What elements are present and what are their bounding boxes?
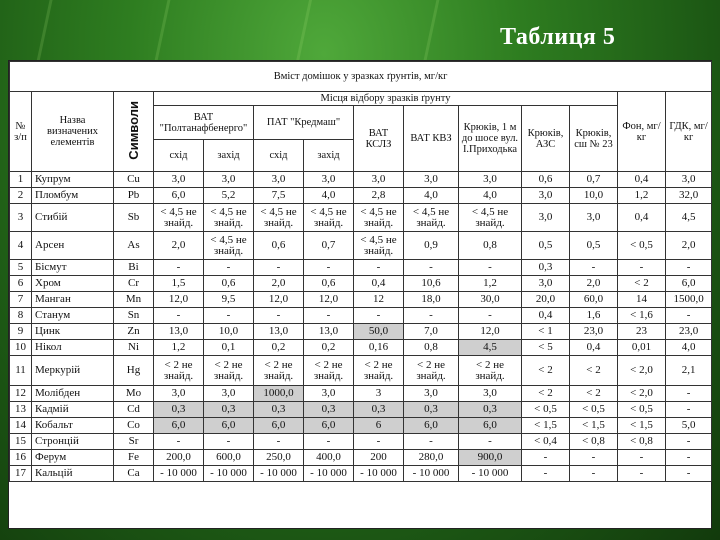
row-number: 17 xyxy=(10,466,32,482)
row-number: 14 xyxy=(10,418,32,434)
value-cell: - xyxy=(459,434,522,450)
value-cell: < 2 не знайд. xyxy=(154,356,204,386)
value-cell: < 4,5 не знайд. xyxy=(304,204,354,232)
value-cell: 0,5 xyxy=(570,232,618,260)
element-name: Меркурій xyxy=(32,356,114,386)
value-cell: 2,8 xyxy=(354,188,404,204)
table-row xyxy=(10,324,712,340)
value-cell: - xyxy=(618,450,666,466)
value-cell: < 1,5 xyxy=(522,418,570,434)
value-cell: 0,8 xyxy=(404,340,459,356)
value-cell: - xyxy=(254,308,304,324)
value-cell: - xyxy=(154,260,204,276)
value-cell: < 5 xyxy=(522,340,570,356)
value-cell: < 0,4 xyxy=(522,434,570,450)
value-cell: < 0,5 xyxy=(618,402,666,418)
value-cell: 3,0 xyxy=(354,172,404,188)
slide-title: Таблиця 5 xyxy=(500,24,616,50)
value-cell: 0,2 xyxy=(304,340,354,356)
value-cell: 3,0 xyxy=(404,386,459,402)
value-cell: 3,0 xyxy=(570,204,618,232)
value-cell: - xyxy=(204,260,254,276)
value-cell: 280,0 xyxy=(404,450,459,466)
value-cell: - xyxy=(354,308,404,324)
table-row xyxy=(10,260,712,276)
value-cell: 0,3 xyxy=(204,402,254,418)
element-name: Бісмут xyxy=(32,260,114,276)
value-cell: < 0,5 xyxy=(618,232,666,260)
value-cell: < 2 xyxy=(618,276,666,292)
table-row xyxy=(10,172,712,188)
value-cell: - 10 000 xyxy=(459,466,522,482)
value-cell: 9,5 xyxy=(204,292,254,308)
value-cell: 0,1 xyxy=(204,340,254,356)
value-cell: 12 xyxy=(354,292,404,308)
value-cell: 13,0 xyxy=(304,324,354,340)
col-header-pat-poltava: ВАТ "Полтанафбенерго" xyxy=(154,106,254,140)
value-cell: 0,3 xyxy=(522,260,570,276)
element-symbol: Cr xyxy=(114,276,154,292)
value-cell: 10,0 xyxy=(204,324,254,340)
value-cell: < 2,0 xyxy=(618,356,666,386)
value-cell: < 0,8 xyxy=(570,434,618,450)
value-cell: < 4,5 не знайд. xyxy=(254,204,304,232)
value-cell: - xyxy=(666,308,712,324)
value-cell: 900,0 xyxy=(459,450,522,466)
value-cell: 0,7 xyxy=(570,172,618,188)
row-number: 2 xyxy=(10,188,32,204)
value-cell: - xyxy=(618,260,666,276)
element-name: Хром xyxy=(32,276,114,292)
col-header-east: схід xyxy=(254,140,304,172)
element-name: Кадмій xyxy=(32,402,114,418)
value-cell: < 2 не знайд. xyxy=(254,356,304,386)
symbols-label: Символи xyxy=(126,100,141,160)
table-top-header: Вміст домішок у зразках ґрунтів, мг/кг xyxy=(10,62,712,92)
value-cell: 3,0 xyxy=(304,172,354,188)
value-cell: 3,0 xyxy=(522,204,570,232)
value-cell: 3,0 xyxy=(459,386,522,402)
col-header-kryukiv-sch: Крюків, сш № 23 xyxy=(570,106,618,172)
value-cell: 0,3 xyxy=(304,402,354,418)
row-number: 9 xyxy=(10,324,32,340)
value-cell: 18,0 xyxy=(404,292,459,308)
table-row xyxy=(10,232,712,260)
value-cell: - xyxy=(404,308,459,324)
element-name: Кобальт xyxy=(32,418,114,434)
row-number: 6 xyxy=(10,276,32,292)
value-cell: < 2 xyxy=(522,356,570,386)
value-cell: 6,0 xyxy=(459,418,522,434)
value-cell: 0,6 xyxy=(254,232,304,260)
value-cell: 23,0 xyxy=(666,324,712,340)
value-cell: - xyxy=(459,260,522,276)
table-row xyxy=(10,418,712,434)
value-cell: - 10 000 xyxy=(154,466,204,482)
value-cell: - xyxy=(522,450,570,466)
row-number: 4 xyxy=(10,232,32,260)
value-cell: - xyxy=(304,434,354,450)
value-cell: 1,2 xyxy=(618,188,666,204)
value-cell: 3,0 xyxy=(304,386,354,402)
value-cell: 3,0 xyxy=(254,172,304,188)
value-cell: 1500,0 xyxy=(666,292,712,308)
value-cell: 3,0 xyxy=(404,172,459,188)
value-cell: - xyxy=(354,260,404,276)
value-cell: 6,0 xyxy=(154,418,204,434)
value-cell: 6,0 xyxy=(254,418,304,434)
element-name: Манган xyxy=(32,292,114,308)
value-cell: 12,0 xyxy=(459,324,522,340)
col-header-kryukiv-azs: Крюків, АЗС xyxy=(522,106,570,172)
col-header-element-name: Назва визначених елементів xyxy=(32,92,114,172)
value-cell: 200,0 xyxy=(154,450,204,466)
value-cell: 6 xyxy=(354,418,404,434)
value-cell: < 0,5 xyxy=(570,402,618,418)
table-row xyxy=(10,276,712,292)
value-cell: < 2 не знайд. xyxy=(459,356,522,386)
col-header-west: захід xyxy=(304,140,354,172)
element-symbol: Mn xyxy=(114,292,154,308)
value-cell: - xyxy=(522,466,570,482)
value-cell: < 4,5 не знайд. xyxy=(204,204,254,232)
value-cell: < 4,5 не знайд. xyxy=(404,204,459,232)
value-cell: 20,0 xyxy=(522,292,570,308)
table-row xyxy=(10,402,712,418)
col-header-gdk: ГДК, мг/кг xyxy=(666,92,712,172)
value-cell: 2,0 xyxy=(254,276,304,292)
value-cell: 3,0 xyxy=(666,172,712,188)
element-symbol: As xyxy=(114,232,154,260)
element-symbol: Co xyxy=(114,418,154,434)
col-header-vat-kvz: ВАТ КВЗ xyxy=(404,106,459,172)
col-header-no: № з/п xyxy=(10,92,32,172)
element-name: Пломбум xyxy=(32,188,114,204)
value-cell: 0,2 xyxy=(254,340,304,356)
value-cell: < 4,5 не знайд. xyxy=(354,204,404,232)
value-cell: 3,0 xyxy=(522,276,570,292)
value-cell: 7,0 xyxy=(404,324,459,340)
value-cell: 0,3 xyxy=(459,402,522,418)
value-cell: 1,5 xyxy=(154,276,204,292)
value-cell: 0,4 xyxy=(570,340,618,356)
value-cell: 2,0 xyxy=(666,232,712,260)
value-cell: 0,8 xyxy=(459,232,522,260)
value-cell: 0,16 xyxy=(354,340,404,356)
value-cell: - xyxy=(204,308,254,324)
document-sheet xyxy=(8,60,712,529)
value-cell: 12,0 xyxy=(154,292,204,308)
element-symbol: Zn xyxy=(114,324,154,340)
value-cell: 2,1 xyxy=(666,356,712,386)
value-cell: 1000,0 xyxy=(254,386,304,402)
element-symbol: Sb xyxy=(114,204,154,232)
value-cell: - 10 000 xyxy=(304,466,354,482)
value-cell: < 2 не знайд. xyxy=(204,356,254,386)
row-number: 7 xyxy=(10,292,32,308)
table-row xyxy=(10,204,712,232)
value-cell: 2,0 xyxy=(570,276,618,292)
row-number: 5 xyxy=(10,260,32,276)
value-cell: < 2 xyxy=(522,386,570,402)
value-cell: 0,3 xyxy=(154,402,204,418)
value-cell: 200 xyxy=(354,450,404,466)
table-row xyxy=(10,450,712,466)
value-cell: 3 xyxy=(354,386,404,402)
value-cell: - 10 000 xyxy=(404,466,459,482)
value-cell: - xyxy=(204,434,254,450)
value-cell: < 1,5 xyxy=(618,418,666,434)
element-symbol: Mo xyxy=(114,386,154,402)
table-row xyxy=(10,188,712,204)
value-cell: < 1,6 xyxy=(618,308,666,324)
value-cell: - 10 000 xyxy=(204,466,254,482)
value-cell: 4,5 xyxy=(459,340,522,356)
value-cell: - xyxy=(404,260,459,276)
value-cell: 6,0 xyxy=(404,418,459,434)
element-name: Цинк xyxy=(32,324,114,340)
value-cell: 0,4 xyxy=(522,308,570,324)
value-cell: < 4,5 не знайд. xyxy=(354,232,404,260)
col-header-east: схід xyxy=(154,140,204,172)
value-cell: < 2,0 xyxy=(618,386,666,402)
value-cell: 2,0 xyxy=(154,232,204,260)
row-number: 10 xyxy=(10,340,32,356)
value-cell: - xyxy=(666,402,712,418)
value-cell: 6,0 xyxy=(666,276,712,292)
value-cell: 0,6 xyxy=(304,276,354,292)
value-cell: < 0,8 xyxy=(618,434,666,450)
element-symbol: Sr xyxy=(114,434,154,450)
row-number: 12 xyxy=(10,386,32,402)
col-header-west: захід xyxy=(204,140,254,172)
row-number: 8 xyxy=(10,308,32,324)
value-cell: 3,0 xyxy=(204,386,254,402)
value-cell: < 0,5 xyxy=(522,402,570,418)
element-name: Стибій xyxy=(32,204,114,232)
value-cell: 13,0 xyxy=(254,324,304,340)
value-cell: < 2 не знайд. xyxy=(304,356,354,386)
table-row xyxy=(10,340,712,356)
col-header-vat-kslz: ВАТ КСЛЗ xyxy=(354,106,404,172)
value-cell: 12,0 xyxy=(254,292,304,308)
row-number: 11 xyxy=(10,356,32,386)
value-cell: - xyxy=(666,466,712,482)
element-symbol: Cd xyxy=(114,402,154,418)
value-cell: 0,9 xyxy=(404,232,459,260)
value-cell: 23 xyxy=(618,324,666,340)
row-number: 3 xyxy=(10,204,32,232)
value-cell: - xyxy=(304,260,354,276)
value-cell: 4,0 xyxy=(459,188,522,204)
table-row xyxy=(10,466,712,482)
value-cell: 3,0 xyxy=(459,172,522,188)
value-cell: 4,0 xyxy=(404,188,459,204)
value-cell: 50,0 xyxy=(354,324,404,340)
value-cell: 0,01 xyxy=(618,340,666,356)
value-cell: - xyxy=(154,308,204,324)
value-cell: 4,0 xyxy=(666,340,712,356)
value-cell: 1,6 xyxy=(570,308,618,324)
value-cell: 1,2 xyxy=(459,276,522,292)
element-name: Станум xyxy=(32,308,114,324)
row-number: 16 xyxy=(10,450,32,466)
element-name: Стронцій xyxy=(32,434,114,450)
col-header-sampling-places: Місця відбору зразків ґрунту xyxy=(154,92,618,106)
table-row xyxy=(10,356,712,386)
value-cell: 0,7 xyxy=(304,232,354,260)
value-cell: - xyxy=(154,434,204,450)
value-cell: 0,3 xyxy=(254,402,304,418)
col-header-pat-kredmash: ПАТ "Кредмаш" xyxy=(254,106,354,140)
value-cell: < 4,5 не знайд. xyxy=(154,204,204,232)
value-cell: - xyxy=(459,308,522,324)
value-cell: 0,4 xyxy=(618,172,666,188)
element-symbol: Ca xyxy=(114,466,154,482)
value-cell: 250,0 xyxy=(254,450,304,466)
value-cell: 1,2 xyxy=(154,340,204,356)
value-cell: 5,2 xyxy=(204,188,254,204)
value-cell: - xyxy=(618,466,666,482)
value-cell: < 4,5 не знайд. xyxy=(459,204,522,232)
value-cell: 0,3 xyxy=(404,402,459,418)
value-cell: - xyxy=(404,434,459,450)
value-cell: 0,3 xyxy=(354,402,404,418)
value-cell: 0,5 xyxy=(522,232,570,260)
table-row xyxy=(10,386,712,402)
value-cell: 7,5 xyxy=(254,188,304,204)
value-cell: - xyxy=(666,386,712,402)
value-cell: 0,4 xyxy=(354,276,404,292)
value-cell: 0,6 xyxy=(522,172,570,188)
element-name: Молібден xyxy=(32,386,114,402)
value-cell: - xyxy=(304,308,354,324)
element-symbol: Hg xyxy=(114,356,154,386)
element-symbol: Bi xyxy=(114,260,154,276)
value-cell: 6,0 xyxy=(204,418,254,434)
element-symbol: Cu xyxy=(114,172,154,188)
col-header-fon: Фон, мг/кг xyxy=(618,92,666,172)
col-header-symbols xyxy=(114,92,154,172)
value-cell: - 10 000 xyxy=(254,466,304,482)
element-symbol: Pb xyxy=(114,188,154,204)
value-cell: 400,0 xyxy=(304,450,354,466)
element-name: Кальцій xyxy=(32,466,114,482)
value-cell: 3,0 xyxy=(154,172,204,188)
row-number: 15 xyxy=(10,434,32,450)
value-cell: < 2 xyxy=(570,356,618,386)
value-cell: < 1,5 xyxy=(570,418,618,434)
value-cell: 13,0 xyxy=(154,324,204,340)
value-cell: - xyxy=(354,434,404,450)
value-cell: 10,0 xyxy=(570,188,618,204)
row-number: 13 xyxy=(10,402,32,418)
value-cell: - xyxy=(666,450,712,466)
value-cell: - xyxy=(666,434,712,450)
value-cell: 30,0 xyxy=(459,292,522,308)
value-cell: 0,4 xyxy=(618,204,666,232)
element-name: Арсен xyxy=(32,232,114,260)
value-cell: 23,0 xyxy=(570,324,618,340)
col-header-kryukiv-1: Крюків, 1 м до шосе вул. І.Приходька xyxy=(459,106,522,172)
value-cell: 4,0 xyxy=(304,188,354,204)
value-cell: 600,0 xyxy=(204,450,254,466)
value-cell: 3,0 xyxy=(204,172,254,188)
value-cell: 3,0 xyxy=(522,188,570,204)
value-cell: 5,0 xyxy=(666,418,712,434)
value-cell: < 1 xyxy=(522,324,570,340)
value-cell: < 2 не знайд. xyxy=(354,356,404,386)
value-cell: < 4,5 не знайд. xyxy=(204,232,254,260)
element-name: Нікол xyxy=(32,340,114,356)
table-body xyxy=(10,172,712,482)
value-cell: - xyxy=(666,260,712,276)
element-name: Ферум xyxy=(32,450,114,466)
value-cell: 12,0 xyxy=(304,292,354,308)
element-name: Купрум xyxy=(32,172,114,188)
value-cell: 0,6 xyxy=(204,276,254,292)
value-cell: 14 xyxy=(618,292,666,308)
value-cell: < 2 не знайд. xyxy=(404,356,459,386)
value-cell: 4,5 xyxy=(666,204,712,232)
value-cell: < 2 xyxy=(570,386,618,402)
value-cell: 32,0 xyxy=(666,188,712,204)
element-symbol: Fe xyxy=(114,450,154,466)
value-cell: - 10 000 xyxy=(354,466,404,482)
value-cell: - xyxy=(254,260,304,276)
value-cell: 6,0 xyxy=(304,418,354,434)
value-cell: - xyxy=(570,260,618,276)
value-cell: 6,0 xyxy=(154,188,204,204)
table-row xyxy=(10,308,712,324)
table-row xyxy=(10,434,712,450)
value-cell: - xyxy=(254,434,304,450)
element-symbol: Ni xyxy=(114,340,154,356)
value-cell: 60,0 xyxy=(570,292,618,308)
value-cell: - xyxy=(570,450,618,466)
value-cell: - xyxy=(570,466,618,482)
table-row xyxy=(10,292,712,308)
value-cell: 3,0 xyxy=(154,386,204,402)
grass-streak xyxy=(424,0,440,60)
row-number: 1 xyxy=(10,172,32,188)
element-symbol: Sn xyxy=(114,308,154,324)
value-cell: 10,6 xyxy=(404,276,459,292)
impurities-table xyxy=(9,61,712,482)
